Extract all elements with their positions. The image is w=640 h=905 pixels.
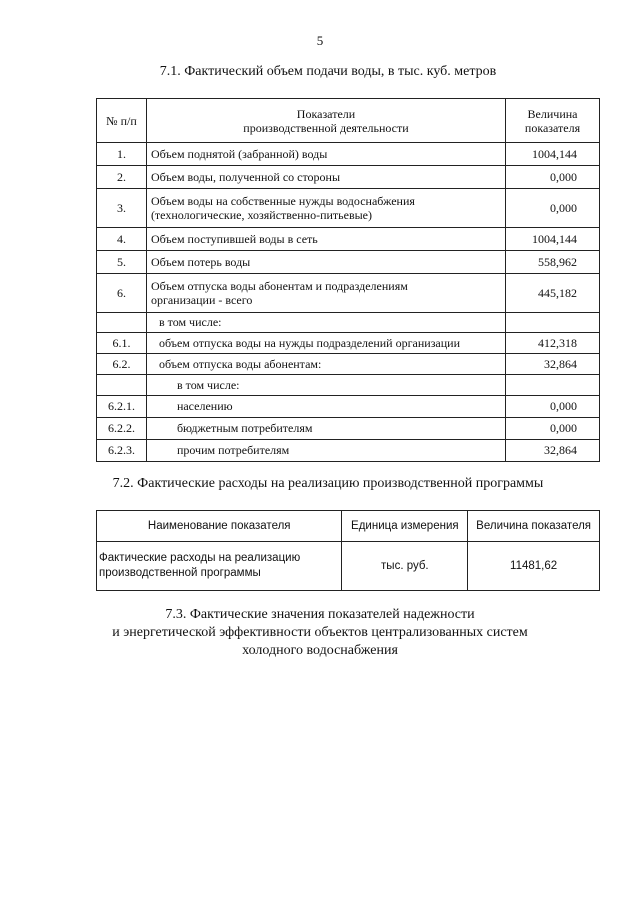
table-row: 5. Объем потерь воды 558,962: [97, 251, 600, 274]
table-row: в том числе:: [97, 375, 600, 396]
table-header-row: [97, 99, 600, 143]
table-row: 3. Объем воды на собственные нужды водоснабжения (технологические, хозяйственно-питьевые) 0,000: [97, 189, 600, 228]
section-7-2-title: 7.2. Фактические расходы на реализацию производственной программы: [112, 476, 544, 491]
table-row: 6. Объем отпуска воды абонентам и подразделениям организации - всего 445,182: [97, 274, 600, 313]
table-row: 2. Объем воды, полученной со стороны 0,000: [97, 166, 600, 189]
table-row: 6.2. объем отпуска воды абонентам: 32,864: [97, 354, 600, 375]
header-value: Величина показателя: [506, 99, 600, 143]
section-7-3-title: 7.3. Фактические значения показателей надежности и энергетической эффективности объектов централизованных систем холодного водоснабжения: [112, 607, 528, 658]
header-num: № п/п: [97, 99, 147, 143]
expenses-table: [96, 510, 600, 591]
table-row: 6.1. объем отпуска воды на нужды подразделений организации 412,318: [97, 333, 600, 354]
header-value: Величина показателя: [468, 511, 600, 542]
table-row: Фактические расходы на реализацию производственной программы тыс. руб. 11481,62: [97, 542, 600, 591]
header-indicator: Показатели производственной деятельности: [146, 99, 505, 143]
table-header-row: [97, 511, 600, 542]
header-unit: Единица измерения: [342, 511, 468, 542]
section-7-1-title: 7.1. Фактический объем подачи воды, в тыс. куб. метров: [159, 64, 497, 79]
table-row: 6.2.2. бюджетным потребителям 0,000: [97, 418, 600, 440]
table-row: 4. Объем поступившей воды в сеть 1004,144: [97, 228, 600, 251]
water-supply-table: [96, 98, 600, 462]
table-row: 6.2.1. населению 0,000: [97, 396, 600, 418]
table-row: 1. Объем поднятой (забранной) воды 1004,144: [97, 143, 600, 166]
table-row: 6.2.3. прочим потребителям 32,864: [97, 440, 600, 462]
table-row: в том числе:: [97, 313, 600, 333]
page-number: 5: [316, 33, 324, 48]
header-name: Наименование показателя: [97, 511, 342, 542]
